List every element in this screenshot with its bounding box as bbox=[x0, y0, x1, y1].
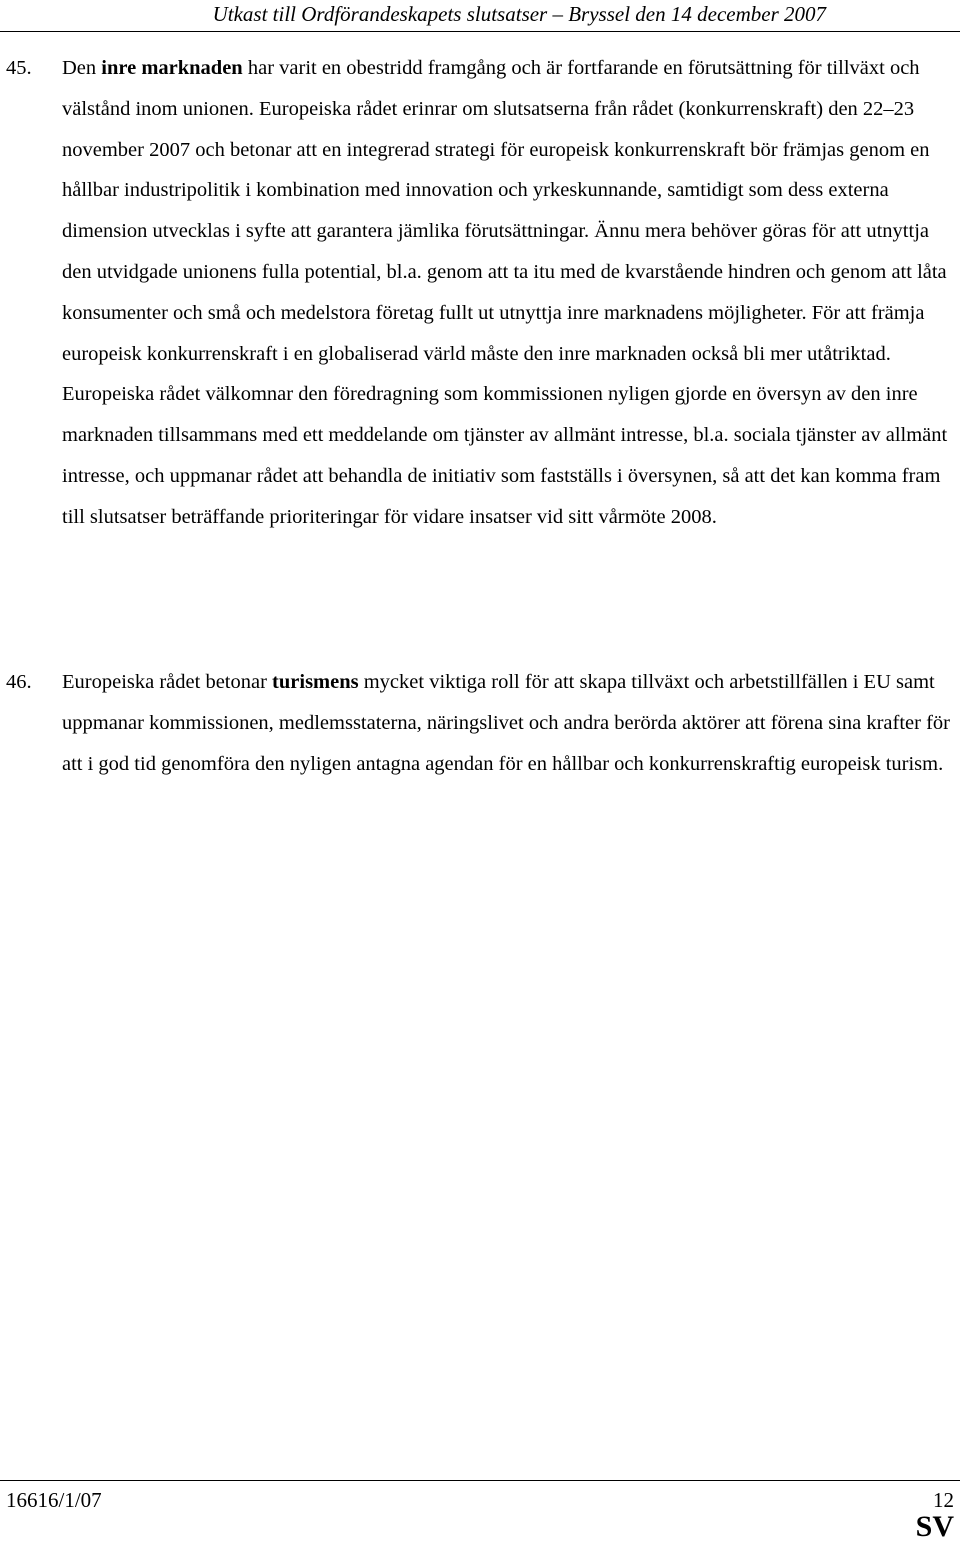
footer-divider bbox=[0, 1480, 960, 1481]
paragraph-rest: mycket viktiga roll för att skapa tillväxt och arbetstillfällen i EU samt uppmanar kommissionen, medlemsstaterna, näringslivet och andra berörda aktörer att förena sina krafter för att i god tid genomföra den nyligen antagna agendan för en hållbar och konkurrenskraftig europeisk turism. bbox=[62, 671, 951, 775]
paragraph-text bbox=[62, 662, 956, 784]
paragraph-lead: Den bbox=[62, 57, 102, 79]
paragraph-rest: har varit en obestridd framgång och är fortfarande en förutsättning för tillväxt och välstånd inom unionen. Europeiska rådet erinrar om slutsatserna från rådet (konkurrenskraft) den 22–23 november 2007 och betonar att en integrerad strategi för europeisk konkurrenskraft bör främjas genom en hållbar industripolitik i kombination med innovation och yrkeskunnande, samtidigt som dess externa dimension utvecklas i syfte att garantera jämlika förutsättningar. Ännu mera behöver göras för att utnyttja den utvidgade unionens fulla potential, bl.a. genom att ta itu med de kvarstående hindren och genom att låta konsumenter och små och medelstora företag fullt ut utnyttja inre marknadens möjligheter. För att främja europeisk konkurrenskraft i en globaliserad värld måste den inre marknaden också bli mer utåtriktad. Europeiska rådet välkomnar den föredragning som kommissionen nyligen gjorde en översyn av den inre marknaden tillsammans med ett meddelande om tjänster av allmänt intresse, bl.a. sociala tjänster av allmänt intresse, och uppmanar rådet att behandla de initiativ som fastställs i översynen, så att det kan komma fram till slutsatser beträffande prioriteringar för vidare insatser vid sitt vårmöte 2008. bbox=[62, 57, 948, 528]
header-divider bbox=[0, 31, 960, 32]
language-code: SV bbox=[915, 1510, 954, 1543]
paragraph-46 bbox=[0, 662, 960, 784]
paragraph-45 bbox=[0, 48, 960, 538]
paragraph-lead: Europeiska rådet betonar bbox=[62, 671, 273, 693]
paragraph-number: 46. bbox=[6, 671, 32, 693]
paragraph-text bbox=[62, 48, 956, 538]
running-header: Utkast till Ordförandeskapets slutsatser – Bryssel den 14 december 2007 bbox=[212, 2, 826, 26]
paragraph-emphasis: inre marknaden bbox=[101, 57, 243, 79]
paragraph-number: 45. bbox=[6, 57, 32, 79]
paragraph-emphasis: turismens bbox=[272, 671, 359, 693]
document-code: 16616/1/07 bbox=[6, 1488, 102, 1512]
page-number: 12 bbox=[933, 1488, 954, 1512]
